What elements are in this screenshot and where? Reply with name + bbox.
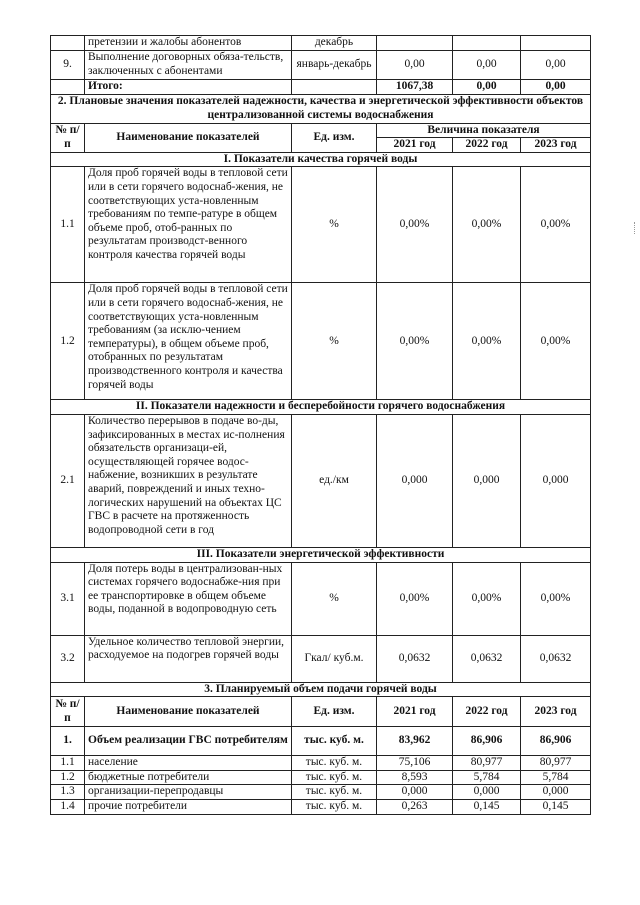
header-name: Наименование показателей [85, 123, 292, 152]
row-value-2022: 0,00% [453, 167, 521, 283]
row-value-2023: 5,784 [521, 770, 591, 785]
table-row [51, 283, 591, 400]
row-name: претензии и жалобы абонентов [85, 36, 292, 51]
row-unit: % [292, 562, 377, 635]
row-value-2022: 0,000 [453, 785, 521, 800]
header-value: Величина показателя [377, 123, 591, 138]
header-unit: Ед. изм. [292, 697, 377, 727]
row-value-2023 [521, 36, 591, 51]
section-3-title: 3. Планируемый объем подачи горячей воды [51, 682, 591, 697]
row-unit: тыс. куб. м. [292, 799, 377, 814]
group-title-row [51, 547, 591, 562]
table-row [51, 785, 591, 800]
header-year: 2022 год [453, 697, 521, 727]
group-title: III. Показатели энергетической эффективности [51, 547, 591, 562]
row-value-2022: 86,906 [453, 727, 521, 756]
section-title-row [51, 94, 591, 123]
header-year: 2023 год [521, 697, 591, 727]
row-value-2022: 0,00% [453, 283, 521, 400]
row-name: Доля проб горячей воды в тепловой сети или в сети горячего водоснаб-жения, не соответствующих уста-новленным требованиям по темпе-ратуре в общем объеме проб, отоб-ранных по результатам производст-венного контроля качества горячей воды [85, 167, 292, 283]
table-header-row [51, 123, 591, 138]
group-title-row [51, 152, 591, 167]
row-value-2021: 0,000 [377, 414, 453, 547]
row-value-2023: 0,00 [521, 51, 591, 80]
row-number: 1.4 [51, 799, 85, 814]
group-title: I. Показатели качества горячей воды [51, 152, 591, 167]
row-value-2021: 75,106 [377, 756, 453, 771]
row-value-2023: 0,145 [521, 799, 591, 814]
row-value-2021: 0,00% [377, 167, 453, 283]
table-row [51, 414, 591, 547]
row-period: декабрь [292, 36, 377, 51]
table-row [51, 770, 591, 785]
row-number: 1. [51, 727, 85, 756]
row-name: Удельное количество тепловой энергии, расходуемое на подогрев горячей воды [85, 635, 292, 682]
row-unit: тыс. куб. м. [292, 727, 377, 756]
row-unit: Гкал/ куб.м. [292, 635, 377, 682]
header-year: 2022 год [453, 138, 521, 153]
section-title-row [51, 682, 591, 697]
scan-mark [634, 222, 637, 234]
row-number: 1.3 [51, 785, 85, 800]
table-row [51, 36, 591, 51]
row-value-2023: 0,000 [521, 414, 591, 547]
row-name: Объем реализации ГВС потребителям [85, 727, 292, 756]
row-value-2022: 5,784 [453, 770, 521, 785]
table-row [51, 799, 591, 814]
table-header-row [51, 697, 591, 727]
total-2022: 0,00 [453, 80, 521, 95]
row-value-2022: 0,145 [453, 799, 521, 814]
row-value-2023: 0,0632 [521, 635, 591, 682]
table-row [51, 562, 591, 635]
row-number: 3.2 [51, 635, 85, 682]
row-name: Доля потерь воды в централизован-ных системах горячего водоснабже-ния при ее транспортировке в общем объеме воды, поданной в водопроводную сеть [85, 562, 292, 635]
row-number: 9. [51, 51, 85, 80]
group-title-row [51, 400, 591, 415]
row-value-2021: 8,593 [377, 770, 453, 785]
row-value-2021: 0,00% [377, 283, 453, 400]
row-value-2022: 0,0632 [453, 635, 521, 682]
row-name: бюджетные потребители [85, 770, 292, 785]
row-value-2022: 0,00 [453, 51, 521, 80]
table-row [51, 635, 591, 682]
row-name: прочие потребители [85, 799, 292, 814]
row-value-2021: 0,0632 [377, 635, 453, 682]
row-unit: % [292, 167, 377, 283]
section-2-title: 2. Плановые значения показателей надежности, качества и энергетической эффективности объектов централизованной системы водоснабжения [51, 94, 591, 123]
row-unit: ед./км [292, 414, 377, 547]
row-name: Выполнение договорных обяза-тельств, заключенных с абонентами [85, 51, 292, 80]
header-year: 2021 год [377, 138, 453, 153]
table-row [51, 727, 591, 756]
header-number: № п/п [51, 123, 85, 152]
row-value-2021: 0,00 [377, 51, 453, 80]
row-number [51, 36, 85, 51]
row-value-2021: 83,962 [377, 727, 453, 756]
row-value-2022: 80,977 [453, 756, 521, 771]
total-2021: 1067,38 [377, 80, 453, 95]
group-title: II. Показатели надежности и бесперебойности горячего водоснабжения [51, 400, 591, 415]
header-number: № п/п [51, 697, 85, 727]
row-number: 2.1 [51, 414, 85, 547]
total-row [51, 80, 591, 95]
row-number: 1.1 [51, 756, 85, 771]
row-name: Доля проб горячей воды в тепловой сети или в сети горячего водоснаб-жения, не соответствующих уста-новленным требованиям (за исклю-чением температуры), в общем объеме проб, отобранных по результатам производственного контроля и качества горячей воды [85, 283, 292, 400]
row-value-2022 [453, 36, 521, 51]
row-value-2023: 0,00% [521, 167, 591, 283]
table-row [51, 167, 591, 283]
document-page [50, 35, 590, 815]
row-value-2021: 0,00% [377, 562, 453, 635]
row-unit: % [292, 283, 377, 400]
table-row [51, 51, 591, 80]
row-number: 1.1 [51, 167, 85, 283]
row-name: Количество перерывов в подаче во-ды, зафиксированных в местах ис-полнения обязательств организаци-ей, осуществляющей горячее водос-набжение, возникших в результате аварий, повреждений и иных техно-логических нарушений на объектах ЦС ГВС в расчете на протяженность водопроводной сети в год [85, 414, 292, 547]
row-value-2023: 0,00% [521, 562, 591, 635]
row-value-2023: 80,977 [521, 756, 591, 771]
header-year: 2023 год [521, 138, 591, 153]
row-number: 1.2 [51, 283, 85, 400]
header-year: 2021 год [377, 697, 453, 727]
row-unit: тыс. куб. м. [292, 785, 377, 800]
row-value-2022: 0,00% [453, 562, 521, 635]
total-2023: 0,00 [521, 80, 591, 95]
header-unit: Ед. изм. [292, 123, 377, 152]
row-unit: тыс. куб. м. [292, 770, 377, 785]
total-label: Итого: [85, 80, 292, 95]
indicators-table [50, 35, 591, 815]
row-value-2023: 86,906 [521, 727, 591, 756]
row-number: 1.2 [51, 770, 85, 785]
table-row [51, 756, 591, 771]
row-value-2022: 0,000 [453, 414, 521, 547]
row-value-2021: 0,263 [377, 799, 453, 814]
row-unit: тыс. куб. м. [292, 756, 377, 771]
row-number: 3.1 [51, 562, 85, 635]
header-name: Наименование показателей [85, 697, 292, 727]
row-name: население [85, 756, 292, 771]
row-value-2021 [377, 36, 453, 51]
row-name: организации-перепродавцы [85, 785, 292, 800]
row-value-2023: 0,000 [521, 785, 591, 800]
row-period: январь-декабрь [292, 51, 377, 80]
row-value-2021: 0,000 [377, 785, 453, 800]
row-value-2023: 0,00% [521, 283, 591, 400]
